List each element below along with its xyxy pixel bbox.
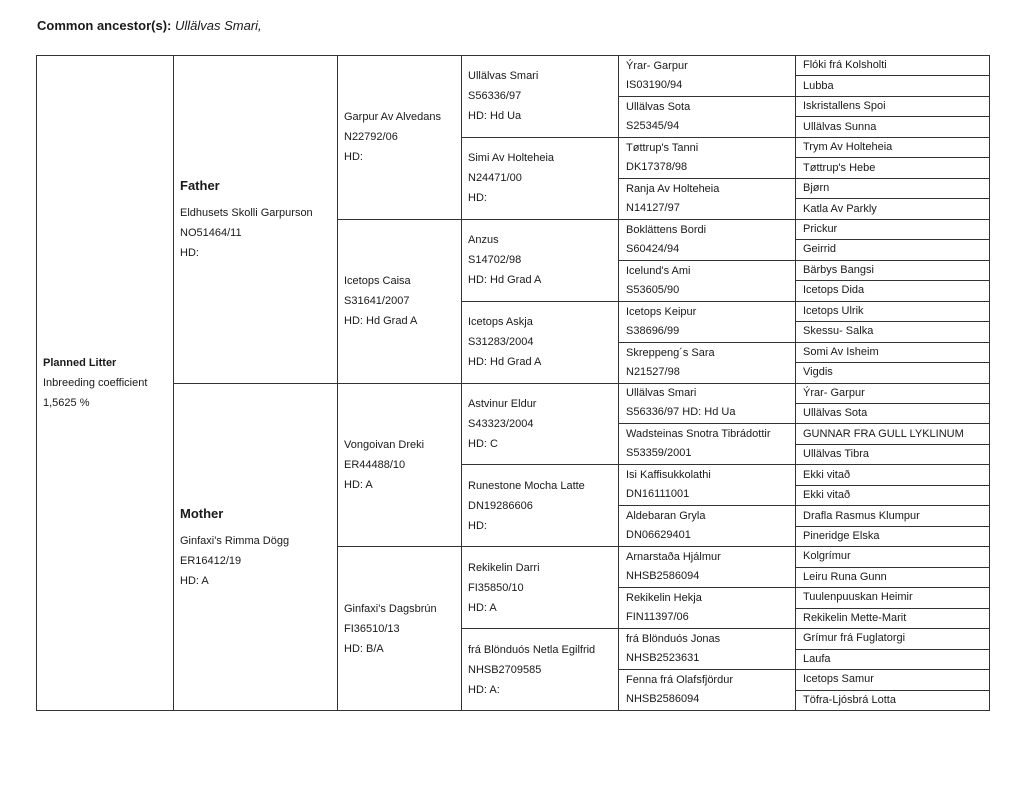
ancestor-name: Ullälvas Sota [626, 100, 691, 113]
grandparent-hd: HD: [344, 151, 363, 164]
ancestor-name: frá Blönduós Netla Egilfrid [468, 643, 596, 656]
grandparent-name: Icetops Caisa [344, 275, 411, 288]
common-ancestor-value: Ullälvas Smari, [174, 18, 262, 33]
ancestor-name: Simi Av Holteheia [468, 152, 555, 165]
ancestor-reg: DN16111001 [626, 488, 690, 501]
gen4-cell [619, 178, 796, 219]
ancestor-reg: S60424/94 [626, 242, 680, 255]
gen4-cell [619, 424, 796, 465]
ancestor-name: Icetops Keipur [626, 305, 697, 318]
gen5-cell: Bärbys Bangsi [796, 260, 990, 280]
pedigree-row [37, 56, 990, 76]
ancestor-hd: HD: Hd Grad A [468, 356, 542, 369]
gen4-cell [619, 342, 796, 383]
ancestor-reg: S31283/2004 [468, 336, 534, 349]
gen4-cell [619, 96, 796, 137]
gen5-cell: Ullälvas Tibra [796, 444, 990, 464]
gen4-cell [619, 56, 796, 97]
grandparent-reg: FI36510/13 [344, 622, 400, 635]
gen5-cell: Skessu- Salka [796, 322, 990, 342]
gen5-cell: Laufa [796, 649, 990, 669]
great-grandparent-cell [462, 301, 619, 383]
gen5-cell: Ýrar- Garpur [796, 383, 990, 403]
ancestor-hd: HD: A [468, 601, 497, 614]
parent-reg: ER16412/19 [180, 554, 242, 567]
ancestor-hd: HD: Hd Ua [468, 110, 522, 123]
gen5-cell: Katla Av Parkly [796, 199, 990, 219]
grandparent-name: Ginfaxi's Dagsbrún [344, 602, 437, 615]
ancestor-name: Astvinur Eldur [468, 397, 537, 410]
ancestor-name: Tøttrup's Tanni [626, 141, 699, 154]
inbreeding-value: 1,5625 % [43, 397, 90, 409]
ancestor-reg: FIN11397/06 [626, 611, 689, 624]
great-grandparent-cell [462, 56, 619, 138]
ancestor-hd: HD: [468, 192, 487, 205]
ancestor-name: Fenna frá Olafsfjördur [626, 674, 733, 687]
gen5-cell: Somi Av Isheim [796, 342, 990, 362]
parent-role: Father [180, 178, 220, 194]
common-ancestor-label: Common ancestor(s): [37, 18, 172, 33]
ancestor-reg: IS03190/94 [626, 78, 683, 91]
gen4-cell [619, 506, 796, 547]
ancestor-reg: DN19286606 [468, 499, 533, 512]
gen5-cell: Ullälvas Sunna [796, 117, 990, 137]
ancestor-name: Skreppeng´s Sara [626, 346, 715, 359]
gen5-cell: Ekki vitað [796, 485, 990, 505]
great-grandparent-cell [462, 547, 619, 629]
grandparent-hd: HD: Hd Grad A [344, 315, 418, 328]
gen5-cell: Ullälvas Sota [796, 403, 990, 423]
ancestor-name: Ullälvas Smari [468, 70, 539, 83]
great-grandparent-cell [462, 465, 619, 547]
grandparent-cell [338, 547, 462, 711]
ancestor-reg: S56336/97 HD: Hd Ua [626, 406, 736, 419]
gen5-cell: Bjørn [796, 178, 990, 198]
gen5-cell: Tuulenpuuskan Heimir [796, 588, 990, 608]
ancestor-hd: HD: [468, 519, 487, 532]
parent-hd: HD: [180, 247, 199, 260]
ancestor-name: frá Blönduós Jonas [626, 633, 721, 646]
great-grandparent-cell [462, 629, 619, 711]
ancestor-name: Ranja Av Holteheia [626, 182, 720, 195]
gen4-cell [619, 465, 796, 506]
gen5-cell: Icetops Ulrik [796, 301, 990, 321]
litter-cell [37, 56, 174, 711]
ancestor-reg: S56336/97 [468, 90, 522, 103]
ancestor-name: Arnarstaða Hjálmur [626, 551, 721, 564]
grandparent-cell [338, 56, 462, 220]
ancestor-name: Ullälvas Smari [626, 387, 697, 400]
parent-cell [174, 383, 338, 711]
gen5-cell: Vigdis [796, 363, 990, 383]
parent-reg: NO51464/11 [180, 227, 242, 240]
ancestor-name: Rekikelin Darri [468, 561, 540, 574]
ancestor-reg: DN06629401 [626, 529, 691, 542]
parent-cell [174, 56, 338, 384]
grandparent-name: Vongoivan Dreki [344, 438, 425, 451]
gen5-cell: Kolgrímur [796, 547, 990, 567]
ancestor-reg: DK17378/98 [626, 160, 688, 173]
grandparent-cell [338, 219, 462, 383]
pedigree-row [37, 383, 990, 403]
ancestor-name: Ýrar- Garpur [626, 59, 688, 72]
gen4-cell [619, 383, 796, 424]
gen5-cell: Icetops Dida [796, 281, 990, 301]
ancestor-reg: FI35850/10 [468, 581, 524, 594]
gen5-cell: Töfra-Ljósbrá Lotta [796, 690, 990, 710]
ancestor-reg: S38696/99 [626, 324, 680, 337]
ancestor-hd: HD: C [468, 437, 498, 450]
gen4-cell [619, 547, 796, 588]
pedigree-table [36, 55, 990, 711]
gen4-cell [619, 588, 796, 629]
ancestor-reg: S14702/98 [468, 254, 522, 267]
gen5-cell: Leiru Runa Gunn [796, 567, 990, 587]
gen5-cell: Flóki frá Kolsholti [796, 56, 990, 76]
gen4-cell [619, 137, 796, 178]
ancestor-name: Rekikelin Hekja [626, 592, 702, 605]
gen5-cell: Grímur frá Fuglatorgi [796, 629, 990, 649]
litter-title: Planned Litter [43, 357, 117, 369]
parent-hd: HD: A [180, 574, 209, 587]
ancestor-name: Icetops Askja [468, 316, 533, 329]
grandparent-cell [338, 383, 462, 547]
ancestor-reg: S43323/2004 [468, 417, 534, 430]
grandparent-reg: S31641/2007 [344, 295, 410, 308]
grandparent-hd: HD: B/A [344, 642, 384, 655]
ancestor-reg: S25345/94 [626, 119, 680, 132]
ancestor-name: Anzus [468, 234, 499, 247]
ancestor-name: Isi Kaffisukkolathi [626, 469, 711, 482]
inbreeding-label: Inbreeding coefficient [43, 377, 148, 389]
great-grandparent-cell [462, 137, 619, 219]
gen4-cell [619, 260, 796, 301]
ancestor-reg: NHSB2523631 [626, 652, 700, 665]
page-heading [37, 18, 262, 33]
gen4-cell [619, 301, 796, 342]
gen4-cell [619, 219, 796, 260]
ancestor-reg: NHSB2586094 [626, 693, 700, 706]
ancestor-reg: S53359/2001 [626, 447, 692, 460]
ancestor-reg: S53605/90 [626, 283, 680, 296]
gen4-cell [619, 670, 796, 711]
gen5-cell: Lubba [796, 76, 990, 96]
ancestor-hd: HD: A: [468, 683, 500, 696]
gen5-cell: Pineridge Elska [796, 526, 990, 546]
gen5-cell: Geirrid [796, 240, 990, 260]
parent-name: Eldhusets Skolli Garpurson [180, 207, 313, 220]
ancestor-name: Wadsteinas Snotra Tibrádottir [626, 428, 771, 441]
ancestor-reg: NHSB2586094 [626, 570, 700, 583]
gen5-cell: GUNNAR FRA GULL LYKLINUM [796, 424, 990, 444]
gen4-cell [619, 629, 796, 670]
ancestor-reg: N24471/00 [468, 172, 522, 185]
parent-role: Mother [180, 505, 224, 521]
ancestor-reg: N21527/98 [626, 365, 680, 378]
gen5-cell: Ekki vitað [796, 465, 990, 485]
ancestor-reg: N14127/97 [626, 201, 680, 214]
ancestor-reg: NHSB2709585 [468, 663, 542, 676]
great-grandparent-cell [462, 219, 619, 301]
ancestor-hd: HD: Hd Grad A [468, 274, 542, 287]
ancestor-name: Boklättens Bordi [626, 223, 707, 236]
gen5-cell: Tøttrup's Hebe [796, 158, 990, 178]
grandparent-reg: N22792/06 [344, 131, 398, 144]
gen5-cell: Rekikelin Mette-Marit [796, 608, 990, 628]
grandparent-name: Garpur Av Alvedans [344, 111, 442, 124]
gen5-cell: Trym Av Holteheia [796, 137, 990, 157]
ancestor-name: Icelund's Ami [626, 264, 691, 277]
gen5-cell: Drafla Rasmus Klumpur [796, 506, 990, 526]
ancestor-name: Runestone Mocha Latte [468, 479, 585, 492]
gen5-cell: Iskristallens Spoi [796, 96, 990, 116]
grandparent-reg: ER44488/10 [344, 458, 406, 471]
gen5-cell: Icetops Samur [796, 670, 990, 690]
great-grandparent-cell [462, 383, 619, 465]
ancestor-name: Aldebaran Gryla [626, 510, 706, 523]
grandparent-hd: HD: A [344, 478, 373, 491]
gen5-cell: Prickur [796, 219, 990, 239]
parent-name: Ginfaxi's Rimma Dögg [180, 534, 290, 547]
